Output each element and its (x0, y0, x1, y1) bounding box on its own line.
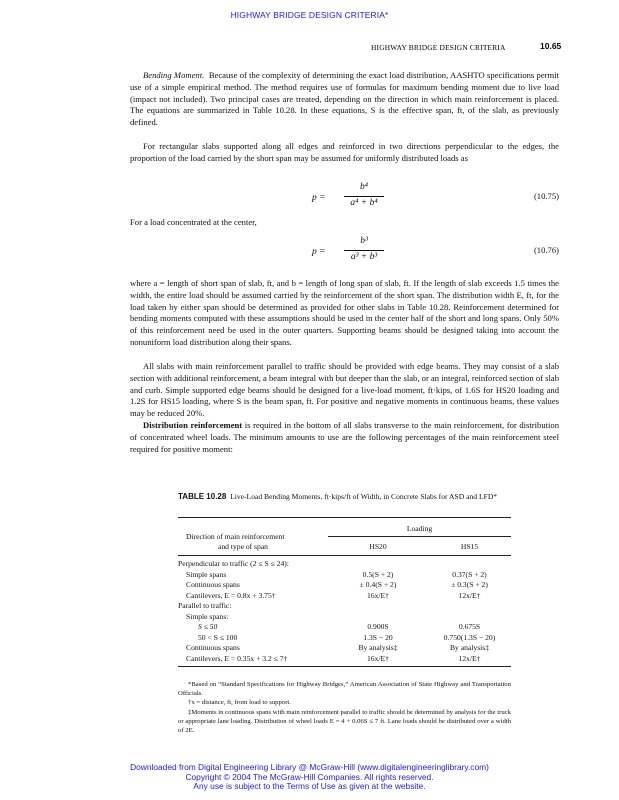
table-row (178, 633, 511, 643)
paragraph-rectangular-slabs: For rectangular slabs supported along all edges and reinforced in two directions perpendicular to the edges, the proportion of the load carried by the short span may be assumed for uniformly distributed loads as (130, 141, 559, 163)
column-header-hs20: HS20 (369, 542, 387, 551)
table-footnote: †x = distance, ft, from load to support. (188, 699, 291, 706)
equation-numerator: b³ (360, 236, 368, 246)
table-row (178, 654, 511, 664)
cell-hs20: 16x/E† (367, 590, 389, 600)
cell-hs15: 12x/E† (458, 590, 481, 600)
cell-hs20: ± 0.4(S + 2) (359, 580, 397, 589)
table-row (178, 591, 511, 601)
equation-denominator: a³ + b³ (350, 252, 378, 262)
table-row (178, 601, 511, 611)
table-row (178, 612, 511, 622)
row-label: Simple spans: (186, 611, 229, 621)
table-row (178, 580, 511, 590)
row-label: Simple spans (186, 569, 227, 579)
footer-line-copyright: Copyright © 2004 The McGraw-Hill Companies. All rights reserved. (185, 771, 434, 782)
run-in-heading: Bending Moment. (143, 70, 205, 80)
cell-hs15: 0.675S (458, 622, 481, 631)
equation-numerator: b⁴ (359, 182, 369, 192)
download-notice (0, 763, 619, 792)
run-in-heading: Distribution reinforcement (143, 420, 243, 430)
row-label: S ≤ 50 (198, 622, 218, 631)
watermark-title: HIGHWAY BRIDGE DESIGN CRITERIA* (230, 10, 389, 20)
table-bottom-rule (178, 666, 511, 667)
column-header-loading: Loading (406, 524, 433, 533)
table-row (178, 643, 511, 653)
row-label: 50 < S ≤ 100 (198, 632, 238, 642)
paragraph-text: is required in the bottom of all slabs transverse to the main reinforcement, for distribution of concentrated wheel loads. The minimum amounts to use are the following percentages of the main reinforcement steel required for positive moment: (130, 420, 559, 454)
table-header-rule (178, 555, 511, 556)
cell-hs15: 12x/E† (458, 653, 481, 663)
row-label: Parallel to traffic: (178, 601, 232, 610)
paragraph-bending-moment (130, 70, 559, 129)
fraction-bar (344, 196, 384, 197)
paragraph-edge-beams: All slabs with main reinforcement parallel to traffic should be provided with edge beams. They may consist of a slab section with additional reinforcement, a beam integral with but deeper than the slab, or an integral, reinforced section of slab and curb. Simple supported edge beams should be designed for a live-load moment, ft·kips, of 1.6S for HS20 loading and 1.2S for HS15 loading, where S is the beam span, ft. For positive and negative moments in continuous beams, these values may be reduced 20%. (130, 361, 559, 419)
table-top-rule (178, 517, 511, 518)
page-number: 10.65 (540, 41, 562, 51)
cell-hs20: By analysis‡ (358, 643, 398, 652)
paragraph-span-definitions: where a = length of short span of slab, ft, and b = length of long span of slab, ft. If the length of slab exceeds 1.5 times the width, the entire load should be assumed carried by the reinforcement of the short span. The distribution width E, ft, for the load taken by either span should be determined as provided for other slabs in Table 10.28. Reinforcement determined for bending moments computed with these assumptions should be used in the center half of the short and long spans. Only 50% of this reinforcement need be used in the outer quarters. Supporting beams should be designed taking into account the nonuniform load distribution along their spans. (130, 278, 559, 347)
row-label: Continuous spans (186, 643, 240, 652)
equation-lhs: p = (312, 193, 326, 203)
column-header-direction: Direction of main reinforcement (186, 532, 285, 541)
table-caption-text: Live-Load Bending Moments, ft·kips/ft of Width, in Concrete Slabs for ASD and LFD* (230, 492, 498, 501)
equation-lhs: p = (312, 247, 326, 257)
running-head: HIGHWAY BRIDGE DESIGN CRITERIA (371, 43, 506, 52)
cell-hs15: By analysis‡ (449, 643, 490, 652)
table-row (178, 622, 511, 632)
table-label: TABLE 10.28 (178, 492, 227, 501)
footer-line-download: Downloaded from Digital Engineering Library @ McGraw-Hill (www.digitalengineeringlibrary.com) (130, 762, 489, 772)
table-caption (178, 492, 518, 502)
paragraph-text: Because of the complexity of determining the exact load distribution, AASHTO specifications permit use of a simple empirical method. The method requires use of formulas for maximum bending moment due to live load (impact not included). Two principal cases are treated, depending on the direction in which main reinforcement is placed. The equations are summarized in Table 10.28. In these equations, S is the effective span, ft, of the slab, as previously defined. (130, 70, 559, 128)
footer-line-terms: Any use is subject to the Terms of Use as given at the website. (193, 781, 426, 792)
cell-hs20: 1.3S − 20 (363, 632, 393, 642)
row-label: Continuous spans (186, 580, 240, 589)
cell-hs20: 0.900S (367, 622, 389, 631)
equation-number: (10.75) (533, 191, 559, 201)
table-row (178, 570, 511, 580)
table-row (178, 559, 511, 569)
equation-number: (10.76) (533, 245, 559, 255)
row-label: Cantilevers, E = 0.8x + 3.75† (186, 590, 276, 600)
column-header-span-type: and type of span (218, 542, 268, 551)
fraction-bar (344, 250, 384, 251)
paragraph-concentrated-load: For a load concentrated at the center, (130, 217, 257, 227)
column-header-hs15: HS15 (460, 542, 479, 551)
paragraph-distribution-reinforcement (130, 420, 559, 455)
cell-hs15: 0.37(S + 2) (452, 569, 487, 579)
cell-hs20: 0.5(S + 2) (362, 569, 394, 579)
cell-hs15: ± 0.3(S + 2) (451, 580, 488, 589)
cell-hs15: 0.750(1.3S − 20) (443, 632, 496, 642)
row-label: Cantilevers, E = 0.35x + 3.2 ≤ 7† (186, 653, 288, 663)
cell-hs20: 16x/E† (367, 653, 389, 663)
table-footnote: ‡Moments in continuous spans with main reinforcement parallel to traffic should be determined by analysis for the truck or appropriate lane loading. Distribution of wheel loads E = 4 + 0.06S ≤ 7 ft. Lane loads should be distributed over a width of 2E. (178, 709, 511, 734)
row-label: Perpendicular to traffic (2 ≤ S ≤ 24): (178, 559, 289, 568)
loading-header-rule (328, 536, 511, 537)
table-footnote: *Based on “Standard Specifications for Highway Bridges,” American Association of State Highway and Transportation Officials. (178, 681, 511, 697)
equation-denominator: a⁴ + b⁴ (350, 198, 378, 208)
